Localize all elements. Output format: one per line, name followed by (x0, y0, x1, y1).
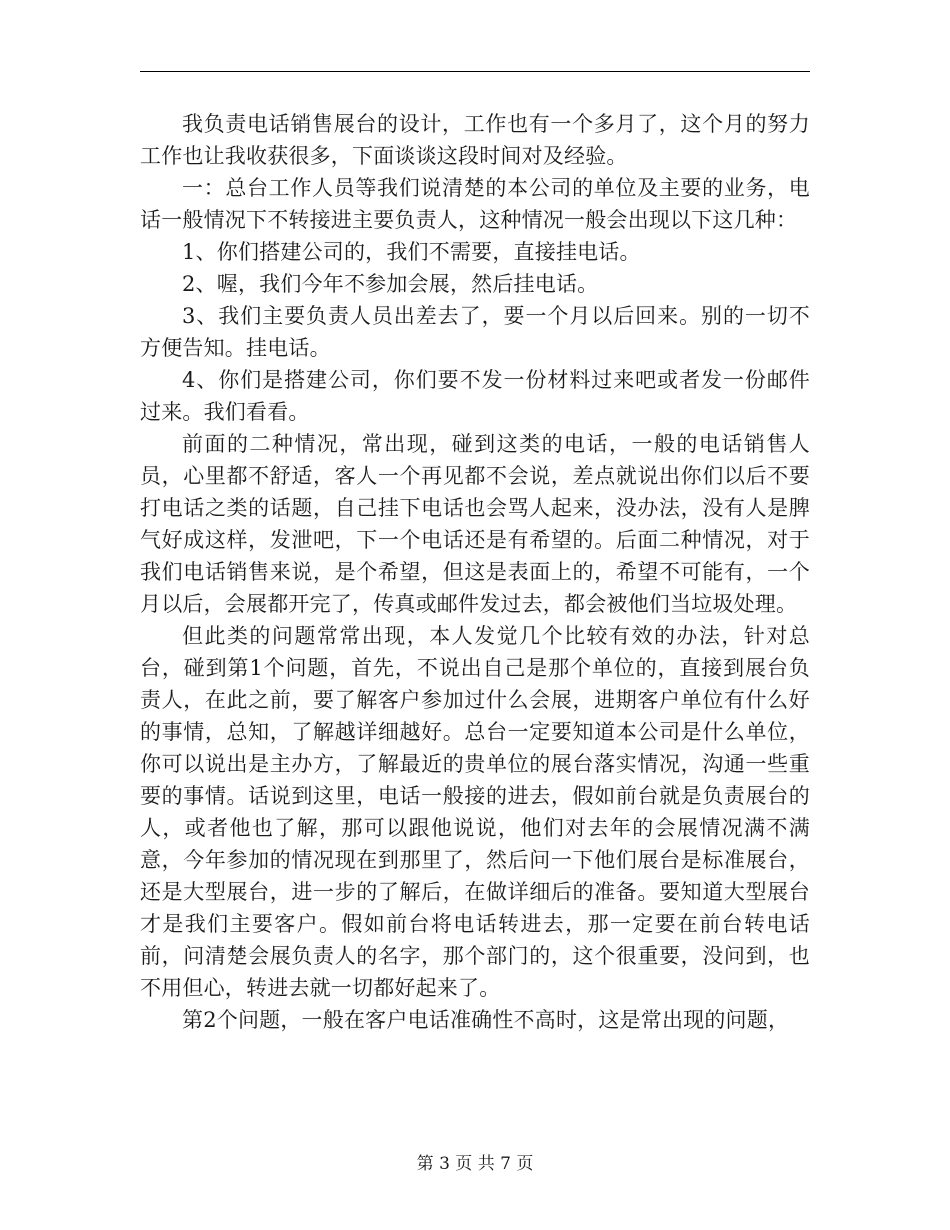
paragraph: 我负责电话销售展台的设计，工作也有一个多月了，这个月的努力工作也让我收获很多，下面谈谈这段时间对及经验。 (140, 112, 810, 168)
page-number: 第 3 页 共 7 页 (416, 1154, 534, 1174)
paragraph: 一：总台工作人员等我们说清楚的本公司的单位及主要的业务，电话一般情况下不转接进主要负责人，这种情况一般会出现以下这几种： (140, 176, 810, 232)
list-item: 2、喔，我们今年不参加会展，然后挂电话。 (182, 272, 599, 296)
paragraph: 第2个问题，一般在客户电话准确性不高时，这是常出现的问题， (182, 1008, 790, 1032)
list-item: 3、我们主要负责人员出差去了，要一个月以后回来。别的一切不方便告知。挂电话。 (140, 304, 810, 360)
paragraph: 前面的二种情况，常出现，碰到这类的电话，一般的电话销售人员，心里都不舒适，客人一个再见都不会说，差点就说出你们以后不要打电话之类的话题，自己挂下电话也会骂人起来，没办法，没有人是脾气好成这样，发泄吧，下一个电话还是有希望的。后面二种情况，对于我们电话销售来说，是个希望，但这是表面上的，希望不可能有，一个月以后，会展都开完了，传真或邮件发过去，都会被他们当垃圾处理。 (140, 432, 810, 616)
paragraph: 但此类的问题常常出现，本人发觉几个比较有效的办法，针对总台，碰到第1个问题，首先，不说出自己是那个单位的，直接到展台负责人，在此之前，要了解客户参加过什么会展，进期客户单位有什么好的事情，总知，了解越详细越好。总台一定要知道本公司是什么单位，你可以说出是主办方，了解最近的贵单位的展台落实情况，沟通一些重要的事情。话说到这里，电话一般接的进去，假如前台就是负责展台的人，或者他也了解，那可以跟他说说，他们对去年的会展情况满不满意，今年参加的情况现在到那里了，然后问一下他们展台是标准展台，还是大型展台，进一步的了解后，在做详细后的准备。要知道大型展台才是我们主要客户。假如前台将电话转进去，那一定要在前台转电话前，问清楚会展负责人的名字，那个部门的，这个很重要，没问到，也不用但心，转进去就一切都好起来了。 (140, 624, 810, 1000)
header-rule (140, 71, 810, 72)
document-body (140, 108, 810, 1036)
list-item: 1、你们搭建公司的，我们不需要，直接挂电话。 (182, 240, 641, 264)
list-item: 4、你们是搭建公司，你们要不发一份材料过来吧或者发一份邮件过来。我们看看。 (140, 368, 810, 424)
